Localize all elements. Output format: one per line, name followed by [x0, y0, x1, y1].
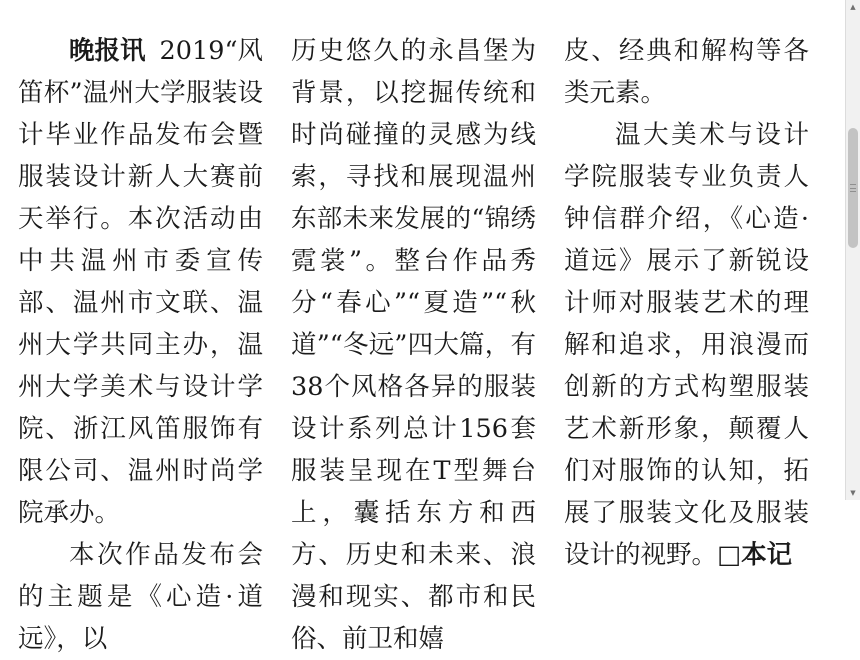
- paragraph: [564, 114, 809, 576]
- paragraph: [18, 534, 263, 660]
- vertical-scrollbar[interactable]: [845, 0, 860, 500]
- paragraph-text: 历史悠久的永昌堡为背景，以挖掘传统和时尚碰撞的灵感为线索，寻找和展现温州东部未来发展的“锦绣霓裳”。整台作品秀分“春心”“夏造”“秋道”“冬远”四大篇，有38个风格各异的服装设计系列总计156套服装呈现在T型舞台上，囊括东方和西方、历史和未来、浪漫和现实、都市和民俗、前卫和嬉: [291, 36, 536, 654]
- paragraph: [564, 30, 809, 114]
- paragraph-text: 本次作品发布会的主题是《心造·道远》，以: [18, 540, 263, 654]
- paragraph: [18, 30, 263, 534]
- byline: [717, 540, 792, 570]
- lead-in-label: 晚报讯: [69, 36, 146, 66]
- scroll-up-arrow-icon[interactable]: ▲: [846, 0, 860, 14]
- column-container: [18, 30, 842, 654]
- text-column-2: [291, 30, 536, 660]
- paragraph: [291, 30, 536, 660]
- paragraph-text: 皮、经典和解构等各类元素。: [564, 36, 809, 108]
- text-column-1: [18, 30, 263, 660]
- paragraph-text: 2019“风笛杯”温州大学服装设计毕业作品发布会暨服装设计新人大赛前天举行。本次活动由中共温州市委宣传部、温州市文联、温州大学共同主办，温州大学美术与设计学院、浙江风笛服饰有限公司、温州时尚学院承办。: [18, 36, 263, 528]
- byline-label: 本记: [741, 540, 793, 570]
- paragraph-text: 温大美术与设计学院服装专业负责人钟信群介绍，《心造·道远》展示了新锐设计师对服装艺术的理解和追求，用浪漫而创新的方式构塑服装艺术新形象，颠覆人们对服饰的认知，拓展了服装文化及服装设计的视野。: [564, 120, 809, 570]
- text-column-3: [564, 30, 809, 576]
- byline-box-glyph: □: [717, 540, 742, 570]
- scroll-down-arrow-icon[interactable]: ▼: [846, 486, 860, 500]
